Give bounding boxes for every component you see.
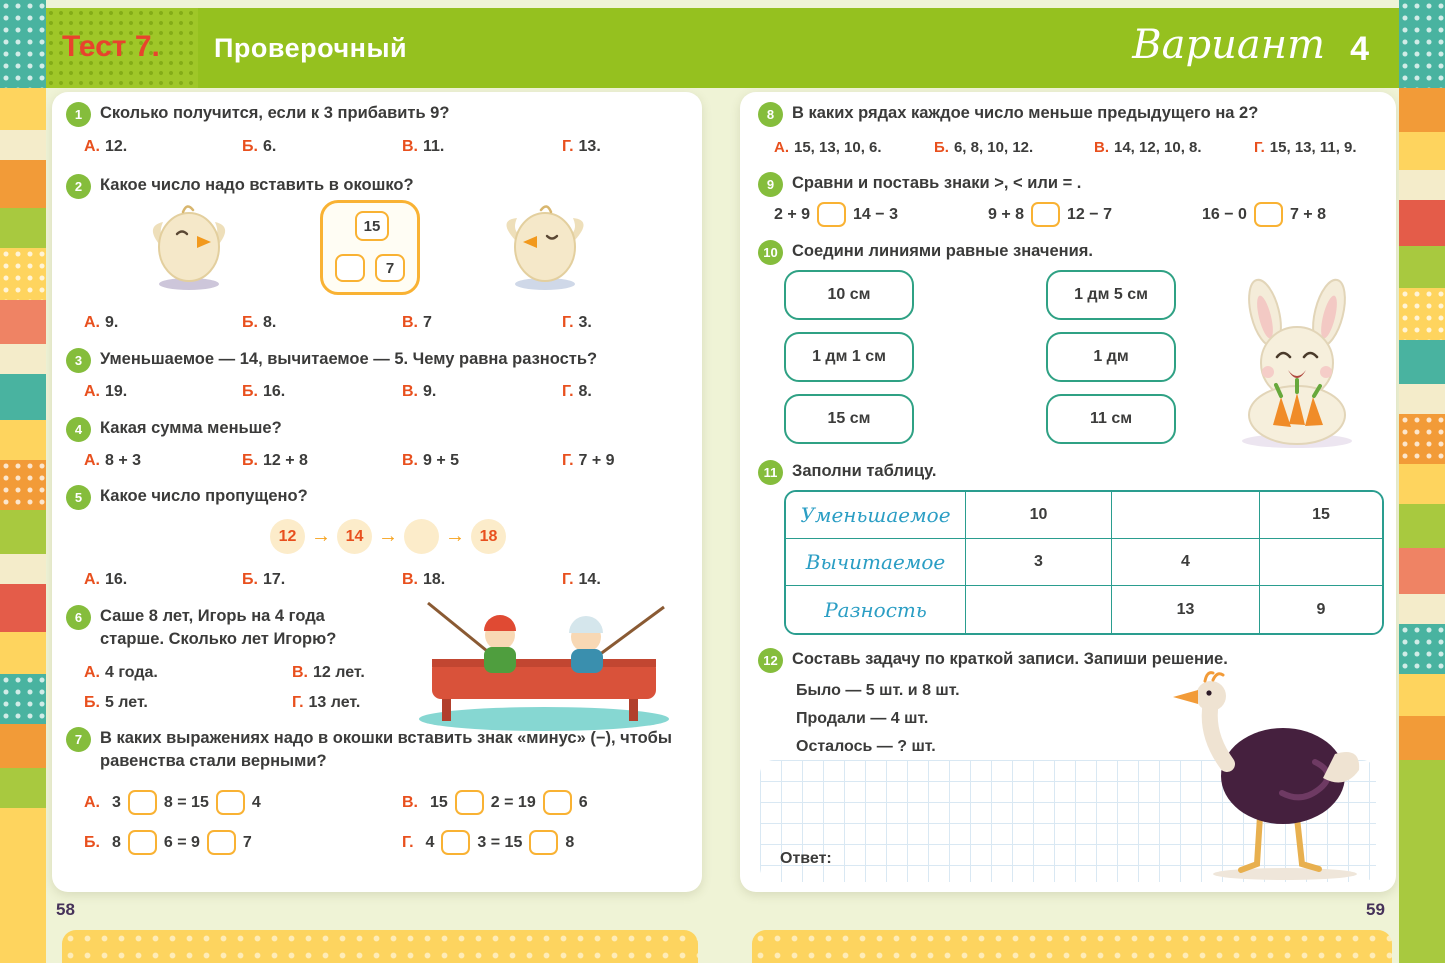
test-number-label: Тест 7.	[62, 30, 160, 63]
q11-table	[784, 490, 1384, 635]
option-letter: А.	[84, 138, 100, 155]
q1-option-v	[402, 138, 444, 156]
question-3-text: Уменьшаемое — 14, вычитаемое — 5. Чему равна разность?	[100, 350, 598, 368]
option-letter: А.	[774, 139, 789, 156]
option-letter: Б.	[242, 314, 258, 331]
chick-illustration-right	[492, 192, 597, 292]
question-7-text-line2: равенства стали верными?	[100, 752, 327, 770]
sign-box[interactable]	[529, 830, 558, 855]
table-cell-empty[interactable]	[966, 586, 1112, 633]
q12-line-3: Осталось — ? шт.	[796, 738, 936, 755]
match-box-right-2[interactable]: 1 дм	[1046, 332, 1176, 382]
option-letter: Г.	[562, 314, 574, 331]
option-letter: А.	[84, 383, 100, 400]
option-value: 12.	[105, 138, 128, 155]
expression-part: 3	[112, 793, 121, 811]
expression-part: 8 = 15	[163, 793, 209, 811]
table-cell: 15	[1260, 492, 1382, 539]
q6-option-b	[84, 694, 148, 712]
option-value: 9 + 5	[423, 452, 460, 469]
option-letter: Б.	[242, 138, 258, 155]
option-value: 8 + 3	[105, 452, 142, 469]
comparison-box[interactable]	[817, 202, 846, 227]
option-value: 7 + 9	[578, 452, 615, 469]
question-11-text: Заполни таблицу.	[792, 462, 937, 480]
option-value: 9.	[105, 314, 119, 331]
option-value: 4 года.	[105, 664, 158, 681]
match-box-right-1[interactable]: 1 дм 5 см	[1046, 270, 1176, 320]
option-letter: В.	[402, 571, 418, 588]
question-4-text: Какая сумма меньше?	[100, 419, 282, 437]
next-page-edge-left	[62, 930, 698, 963]
option-letter: А.	[84, 664, 100, 681]
q12-line-2: Продали — 4 шт.	[796, 710, 929, 727]
question-8-text: В каких рядах каждое число меньше предыдущего на 2?	[792, 104, 1259, 122]
question-2-text: Какое число надо вставить в окошко?	[100, 176, 414, 194]
q6-option-g	[292, 694, 360, 712]
q3-option-b	[242, 383, 285, 401]
q9-comparison-1	[774, 202, 898, 227]
option-letter: Г.	[402, 833, 414, 851]
decorative-border-left	[0, 0, 46, 963]
expression-part: 8	[565, 833, 575, 851]
sequence-value: 14	[337, 519, 372, 554]
option-letter: Б.	[242, 571, 258, 588]
option-value: 15, 13, 11, 9.	[1269, 139, 1357, 156]
question-2-number: 2	[66, 174, 91, 199]
option-value: 9.	[423, 383, 437, 400]
q5-option-a	[84, 571, 127, 589]
q2-option-a	[84, 314, 118, 332]
option-letter: Г.	[562, 571, 574, 588]
question-9-text: Сравни и поставь знаки >, < или = .	[792, 174, 1082, 192]
q4-option-v	[402, 452, 459, 470]
expression-right: 7 + 8	[1289, 205, 1326, 223]
q1-option-a	[84, 138, 127, 156]
table-cell-empty[interactable]	[1112, 492, 1260, 539]
option-letter: В.	[402, 452, 418, 469]
bond-top-value: 15	[355, 211, 389, 241]
option-value: 14, 12, 10, 8.	[1114, 139, 1202, 156]
option-letter: В.	[402, 314, 418, 331]
option-value: 7	[423, 314, 432, 331]
question-7-text-line1: В каких выражениях надо в окошки вставить знак «минус» (−), чтобы	[100, 729, 672, 747]
option-letter: А.	[84, 793, 100, 811]
question-6-text-line2: старше. Сколько лет Игорю?	[100, 630, 337, 648]
q7-expression-b	[84, 830, 252, 855]
q6-option-v	[292, 664, 365, 682]
option-value: 13 лет.	[308, 694, 361, 711]
sign-box[interactable]	[543, 790, 572, 815]
q2-option-g	[562, 314, 592, 332]
number-sequence	[270, 519, 506, 554]
question-1-number: 1	[66, 102, 91, 127]
expression-left: 2 + 9	[774, 205, 811, 223]
option-value: 18.	[423, 571, 446, 588]
q8-option-b	[934, 139, 1033, 156]
q4-option-a	[84, 452, 141, 470]
option-value: 16.	[262, 383, 286, 400]
option-value: 5 лет.	[104, 694, 148, 711]
q4-option-b	[242, 452, 308, 470]
arrow-icon	[378, 525, 398, 548]
q8-option-a	[774, 139, 882, 156]
option-letter: Г.	[292, 694, 304, 711]
q8-option-v	[1094, 139, 1202, 156]
option-letter: Г.	[562, 452, 574, 469]
option-letter: В.	[402, 383, 418, 400]
question-5-number: 5	[66, 485, 91, 510]
q7-expression-g	[402, 830, 574, 855]
option-value: 3.	[578, 314, 592, 331]
expression-part: 15	[430, 793, 448, 811]
test-title: Проверочный	[214, 33, 408, 63]
table-cell: 9	[1260, 586, 1382, 633]
option-value: 16.	[105, 571, 128, 588]
option-value: 8.	[578, 383, 592, 400]
table-cell: 10	[966, 492, 1112, 539]
q7-expression-v	[402, 790, 588, 815]
option-value: 14.	[578, 571, 601, 588]
expression-right: 14 − 3	[853, 205, 898, 223]
sign-box[interactable]	[441, 830, 470, 855]
question-11-number: 11	[758, 460, 783, 485]
comparison-box[interactable]	[1031, 202, 1060, 227]
bond-bottom-right-value: 7	[375, 254, 405, 282]
question-8-number: 8	[758, 102, 783, 127]
q5-option-g	[562, 571, 601, 589]
table-row-label: Вычитаемое	[786, 539, 966, 586]
sequence-value: 12	[270, 519, 305, 554]
option-letter: Б.	[84, 833, 100, 851]
q8-option-g	[1254, 139, 1357, 156]
option-value: 6, 8, 10, 12.	[953, 139, 1034, 156]
question-10-number: 10	[758, 240, 783, 265]
option-value: 8.	[262, 314, 277, 331]
table-cell: 13	[1112, 586, 1260, 633]
option-value: 12 лет.	[313, 664, 365, 681]
option-value: 19.	[105, 383, 128, 400]
q4-option-g	[562, 452, 615, 470]
option-letter: Г.	[1254, 139, 1265, 156]
q2-option-v	[402, 314, 432, 332]
expression-part: 6	[578, 793, 588, 811]
q5-option-v	[402, 571, 445, 589]
option-value: 13.	[578, 138, 601, 155]
table-cell: 4	[1112, 539, 1260, 586]
option-value: 17.	[262, 571, 286, 588]
q3-option-g	[562, 383, 592, 401]
expression-right: 12 − 7	[1067, 205, 1112, 223]
expression-part: 4	[251, 793, 261, 811]
question-5-text: Какое число пропущено?	[100, 487, 308, 505]
question-3-number: 3	[66, 348, 91, 373]
question-4-number: 4	[66, 417, 91, 442]
match-box-left-1[interactable]: 10 см	[784, 270, 914, 320]
bond-answer-box[interactable]	[335, 254, 365, 282]
option-letter: Б.	[242, 383, 258, 400]
q3-option-v	[402, 383, 436, 401]
option-letter: А.	[84, 571, 100, 588]
expression-part: 8	[111, 833, 121, 851]
option-letter: А.	[84, 452, 100, 469]
expression-left: 9 + 8	[988, 205, 1025, 223]
q7-expression-a	[84, 790, 261, 815]
expression-part: 3 = 15	[477, 833, 523, 851]
variant-number: 4	[1350, 30, 1369, 68]
bunny-illustration	[1205, 275, 1390, 450]
option-value: 15, 13, 10, 6.	[794, 139, 882, 156]
table-cell: 3	[966, 539, 1112, 586]
option-letter: Б.	[934, 139, 949, 156]
q1-option-g	[562, 138, 601, 156]
option-value: 6.	[262, 138, 277, 155]
q12-line-1: Было — 5 шт. и 8 шт.	[796, 682, 960, 699]
arrow-icon	[311, 525, 331, 548]
question-10-text: Соедини линиями равные значения.	[792, 242, 1094, 260]
kids-fishing-illustration	[414, 597, 674, 732]
number-bond-diagram	[320, 200, 420, 295]
sign-box[interactable]	[216, 790, 245, 815]
match-box-left-3[interactable]: 15 см	[784, 394, 914, 444]
option-value: 11.	[423, 138, 445, 155]
header-band	[46, 8, 1399, 88]
option-letter: В.	[402, 793, 418, 811]
question-7-number: 7	[66, 727, 91, 752]
option-letter: А.	[84, 314, 100, 331]
table-row-label: Уменьшаемое	[786, 492, 966, 539]
sign-box[interactable]	[455, 790, 484, 815]
ostrich-illustration	[1165, 664, 1390, 882]
q3-option-a	[84, 383, 127, 401]
option-value: 12 + 8	[262, 452, 308, 469]
question-1-text: Сколько получится, если к 3 прибавить 9?	[100, 104, 450, 122]
expression-part: 7	[242, 833, 252, 851]
variant-label: Вариант	[1132, 22, 1325, 68]
q9-comparison-2	[988, 202, 1112, 227]
q9-comparison-3	[1202, 202, 1326, 227]
q2-option-b	[242, 314, 276, 332]
sign-box[interactable]	[128, 830, 157, 855]
option-letter: В.	[292, 664, 308, 681]
question-12-text: Составь задачу по краткой записи. Запиши решение.	[792, 650, 1228, 668]
page-number-left: 58	[56, 900, 75, 919]
option-letter: Г.	[562, 383, 574, 400]
worksheet-page-right	[740, 92, 1396, 892]
sequence-missing-value[interactable]	[404, 519, 439, 554]
sign-box[interactable]	[128, 790, 157, 815]
match-box-right-3[interactable]: 11 см	[1046, 394, 1176, 444]
option-letter: В.	[1094, 139, 1109, 156]
option-letter: Г.	[562, 138, 574, 155]
arrow-icon	[445, 525, 465, 548]
next-page-edge-right	[752, 930, 1392, 963]
expression-part: 6 = 9	[163, 833, 200, 851]
table-cell-empty[interactable]	[1260, 539, 1382, 586]
decorative-border-right	[1399, 0, 1445, 963]
table-row-label: Разность	[786, 586, 966, 633]
sign-box[interactable]	[207, 830, 236, 855]
worksheet-page-left	[52, 92, 702, 892]
page-number-right: 59	[1366, 900, 1385, 919]
q1-option-b	[242, 138, 276, 156]
chick-illustration-left	[137, 192, 242, 292]
question-6-number: 6	[66, 605, 91, 630]
q6-option-a	[84, 664, 158, 682]
expression-part: 4	[425, 833, 435, 851]
expression-left: 16 − 0	[1202, 205, 1247, 223]
question-12-number: 12	[758, 648, 783, 673]
option-letter: Б.	[84, 694, 100, 711]
option-letter: В.	[402, 138, 418, 155]
q5-option-b	[242, 571, 285, 589]
option-letter: Б.	[242, 452, 258, 469]
question-9-number: 9	[758, 172, 783, 197]
expression-part: 2 = 19	[490, 793, 536, 811]
comparison-box[interactable]	[1254, 202, 1283, 227]
question-6-text-line1: Саше 8 лет, Игорь на 4 года	[100, 607, 325, 625]
match-box-left-2[interactable]: 1 дм 1 см	[784, 332, 914, 382]
answer-label: Ответ:	[780, 850, 832, 867]
sequence-value: 18	[471, 519, 506, 554]
